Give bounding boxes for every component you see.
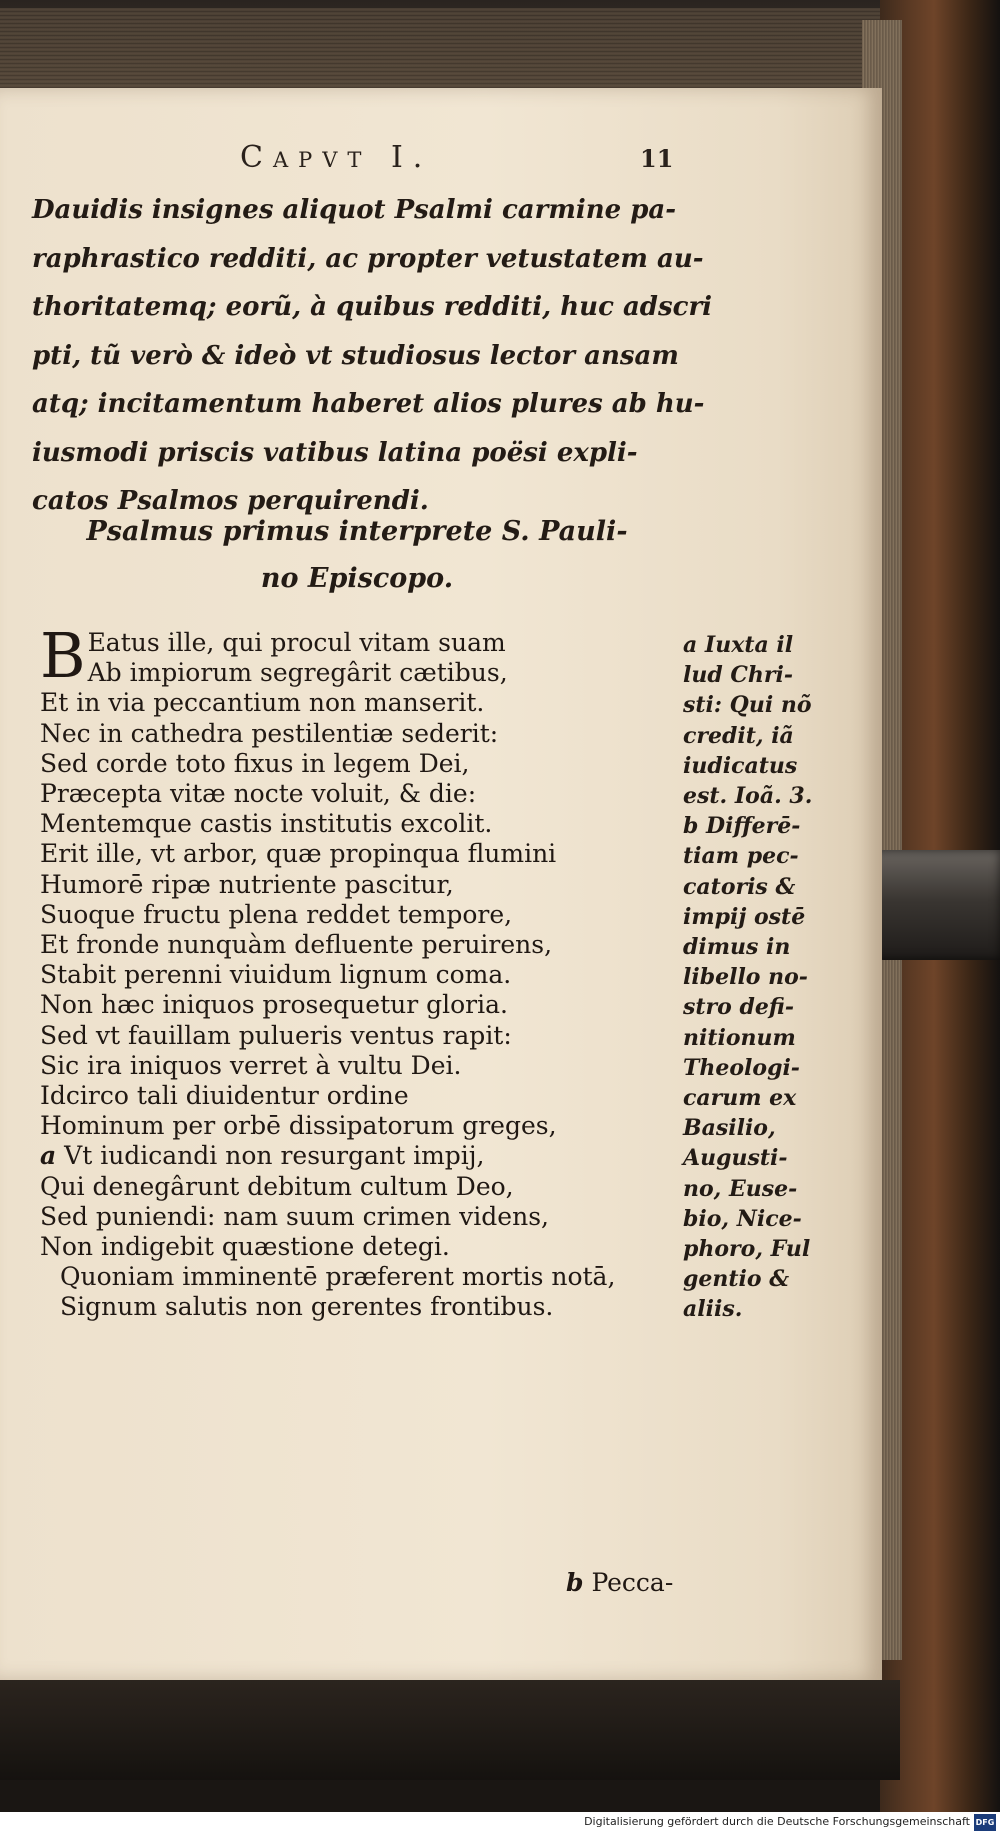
verse-line: Erit ille, vt arbor, quæ propinqua flumini: [40, 839, 557, 869]
heading-line: no Episcopo.: [260, 563, 454, 594]
intro-line: atq; incitamentum haberet alios plures ab hu-: [32, 389, 705, 419]
drop-cap: B: [40, 619, 86, 692]
verse-line: Ab impiorum segregârit cætibus,: [87, 658, 508, 688]
verse-line: Sed corde toto fixus in legem Dei,: [40, 748, 470, 778]
margin-line: b Differē-: [683, 813, 801, 840]
margin-line: aliis.: [683, 1296, 743, 1323]
verse-line: Et in via peccantium non manserit.: [40, 688, 485, 718]
verse-line: Hominum per orbē dissipatorum greges,: [40, 1111, 557, 1141]
verse-line: Mentemque castis institutis excolit.: [40, 809, 493, 839]
margin-line: stro defi-: [683, 994, 794, 1021]
verse-line-noted: [40, 1141, 680, 1171]
note-marker-b: b: [566, 1568, 584, 1597]
margin-line: credit, iã: [683, 722, 794, 749]
margin-line: Basilio,: [683, 1115, 776, 1142]
verse-line-indented: Signum salutis non gerentes frontibus.: [60, 1292, 554, 1322]
margin-line: no, Euse-: [683, 1175, 798, 1202]
heading-line: Psalmus primus interprete S. Pauli-: [86, 516, 628, 547]
margin-line: catoris &: [683, 873, 796, 900]
book-page: [0, 88, 882, 1680]
running-head-title: Capvt I.: [240, 140, 433, 175]
intro-line: catos Psalmos perquirendi.: [32, 486, 429, 516]
margin-line: sti: Qui nõ: [683, 692, 812, 719]
margin-line: lud Chri-: [683, 662, 793, 689]
page-number: 11: [640, 144, 674, 173]
footer-credit: Digitalisierung gefördert durch die Deutsche Forschungsgemeinschaft: [584, 1815, 970, 1828]
intro-line: thoritatemq; eorũ, à quibus redditi, huc adscri: [32, 292, 713, 322]
verse-line: Sic ira iniquos verret à vultu Dei.: [40, 1050, 462, 1080]
dfg-logo-icon: DFG: [974, 1814, 996, 1831]
note-marker-a: a: [40, 1141, 57, 1171]
intro-line: pti, tũ verò & ideò vt studiosus lector ansam: [32, 340, 679, 371]
catchword-text: Pecca-: [591, 1568, 674, 1597]
margin-line: Theologi-: [683, 1054, 800, 1081]
margin-line: gentio &: [683, 1266, 790, 1293]
verse-line: Non indigebit quæstione detegi.: [40, 1232, 450, 1262]
verse-line: Sed puniendi: nam suum crimen videns,: [40, 1201, 549, 1231]
psalm-verse: [40, 619, 680, 1323]
margin-line: dimus in: [683, 934, 791, 961]
marginal-notes: [683, 630, 843, 1325]
margin-line: libello no-: [683, 964, 808, 991]
intro-line: raphrastico redditi, ac propter vetustatem au-: [32, 243, 704, 274]
verse-line: Nec in cathedra pestilentiæ sederit:: [40, 718, 499, 748]
book-bottom-edge: [0, 1680, 900, 1780]
psalm-heading: [32, 508, 682, 602]
verse-line: Qui denegârunt debitum cultum Deo,: [40, 1171, 514, 1201]
margin-line: bio, Nice-: [683, 1205, 802, 1232]
margin-line: est. Ioã. 3.: [683, 783, 813, 810]
verse-line-text: Vt iudicandi non resurgant impij,: [64, 1141, 485, 1171]
running-head: [0, 140, 882, 180]
verse-line: Et fronde nunquàm defluente peruirens,: [40, 930, 553, 960]
verse-line: Humorē ripæ nutriente pascitur,: [40, 869, 454, 899]
margin-line: iudicatus: [683, 752, 798, 779]
intro-line: Dauidis insignes aliquot Psalmi carmine pa-: [32, 195, 677, 225]
verse-line: Idcirco tali diuidentur ordine: [40, 1081, 409, 1111]
catchword: [566, 1568, 673, 1597]
intro-line: iusmodi priscis vatibus latina poësi expli-: [32, 437, 638, 468]
margin-line: impij ostē: [683, 903, 806, 930]
verse-line-indented: Quoniam imminentē præferent mortis notā,: [60, 1262, 616, 1292]
verse-line: Stabit perenni viuidum lignum coma.: [40, 960, 512, 990]
verse-line: Suoque fructu plena reddet tempore,: [40, 899, 513, 929]
margin-line: Augusti-: [683, 1145, 788, 1172]
intro-paragraph: [32, 186, 713, 526]
verse-line: Sed vt fauillam pulueris ventus rapit:: [40, 1020, 512, 1050]
margin-line: phoro, Ful: [683, 1236, 811, 1263]
verse-line: Non hæc iniquos prosequetur gloria.: [40, 990, 508, 1020]
verse-line: Præcepta vitæ nocte voluit, & die:: [40, 779, 477, 809]
verse-line: Eatus ille, qui procul vitam suam: [87, 628, 506, 657]
margin-line: carum ex: [683, 1085, 797, 1112]
page-stack-top: [0, 8, 890, 88]
margin-line: nitionum: [683, 1024, 796, 1051]
book-top-edge: [0, 0, 890, 95]
margin-line: tiam pec-: [683, 843, 799, 870]
margin-line: a Iuxta il: [683, 632, 794, 658]
